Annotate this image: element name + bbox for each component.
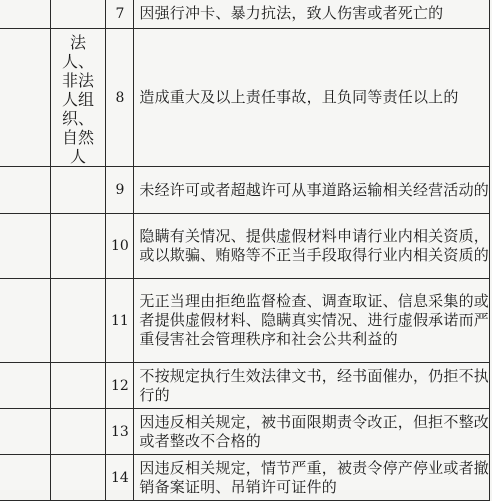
table-row (0, 279, 490, 363)
empty-cell (50, 167, 106, 214)
row-text: 未经许可或者超越许可从事道路运输相关经营活动的 (134, 167, 490, 214)
table-row (0, 455, 490, 501)
empty-cell (0, 409, 50, 455)
row-number: 7 (106, 0, 134, 29)
table-row (0, 363, 490, 409)
row-number: 14 (106, 455, 134, 501)
empty-cell (0, 279, 50, 363)
row-number: 11 (106, 279, 134, 363)
row-text: 造成重大及以上责任事故，且负同等责任以上的 (134, 29, 490, 167)
row-text: 因强行冲卡、暴力抗法，致人伤害或者死亡的 (134, 0, 490, 29)
table-row (0, 409, 490, 455)
empty-cell (50, 363, 106, 409)
row-text: 隐瞒有关情况、提供虚假材料申请行业内相关资质，或以欺骗、贿赂等不正当手段取得行业内相关资质的 (134, 214, 490, 279)
empty-cell (50, 279, 106, 363)
subject-label: 法人、非法人组织、自然人 (62, 33, 95, 166)
row-number: 8 (106, 29, 134, 167)
table-row (0, 29, 490, 167)
empty-cell (0, 29, 50, 167)
subject-cell (50, 29, 106, 167)
table-row (0, 214, 490, 279)
row-number: 10 (106, 214, 134, 279)
row-number: 9 (106, 167, 134, 214)
empty-cell (50, 0, 106, 29)
row-text: 不按规定执行生效法律文书，经书面催办，仍拒不执行的 (134, 363, 490, 409)
table-row (0, 0, 490, 29)
empty-cell (0, 0, 50, 29)
row-number: 13 (106, 409, 134, 455)
empty-cell (50, 455, 106, 501)
empty-cell (0, 363, 50, 409)
empty-cell (50, 409, 106, 455)
empty-cell (0, 214, 50, 279)
empty-cell (0, 455, 50, 501)
empty-cell (0, 167, 50, 214)
row-text: 无正当理由拒绝监督检查、调查取证、信息采集的或者提供虚假材料、隐瞒真实情况、进行虚假承诺而严重侵害社会管理秩序和社会公共利益的 (134, 279, 490, 363)
row-text: 因违反相关规定，情节严重，被责令停产停业或者撤销备案证明、吊销许可证件的 (134, 455, 490, 501)
row-number: 12 (106, 363, 134, 409)
table-row (0, 167, 490, 214)
empty-cell (50, 214, 106, 279)
row-text: 因违反相关规定，被书面限期责令改正，但拒不整改或者整改不合格的 (134, 409, 490, 455)
